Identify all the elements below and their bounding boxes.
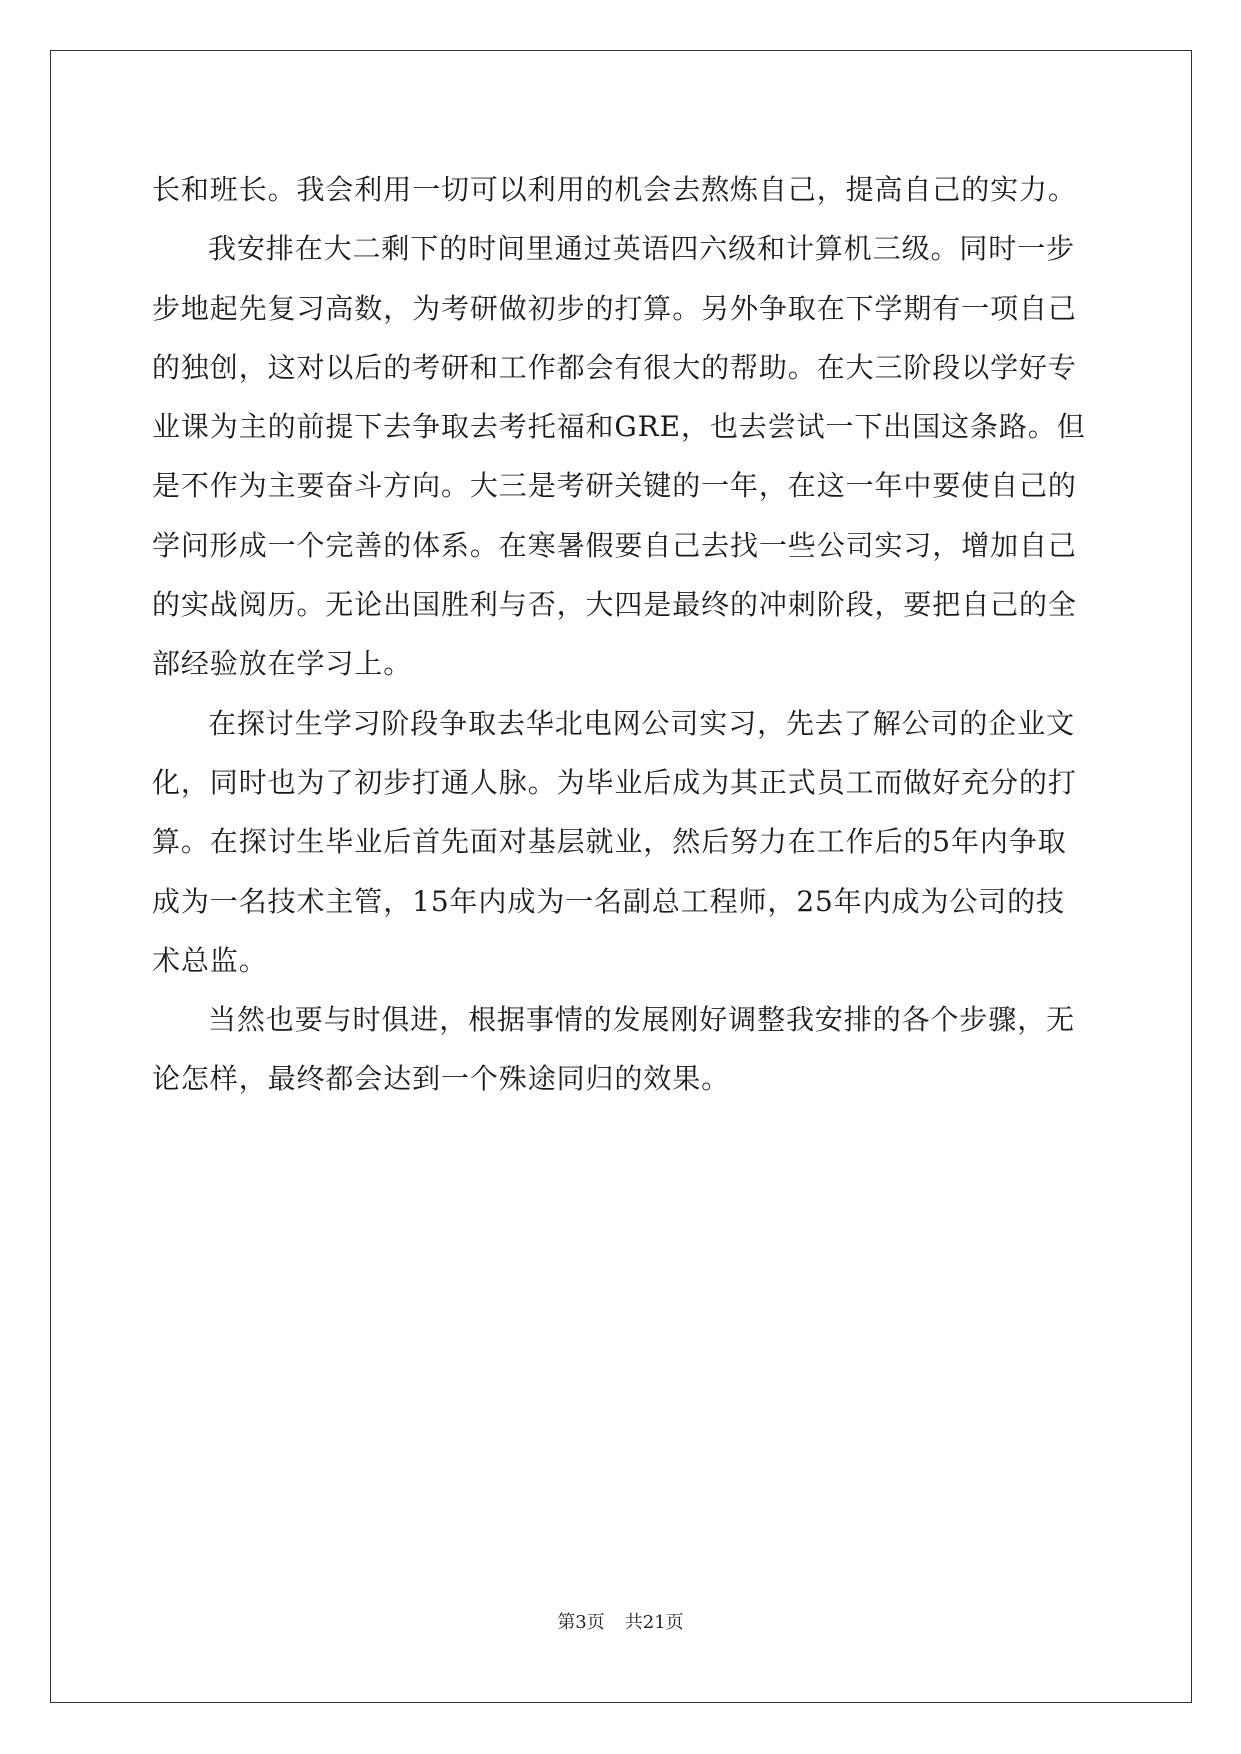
paragraph-1: 长和班长。我会利用一切可以利用的机会去熬炼自己，提高自己的实力。 (152, 173, 1077, 206)
page-number: 第3页 (557, 1612, 605, 1633)
page-footer (0, 1611, 1241, 1635)
paragraph-4: 当然也要与时俱进，根据事情的发展刚好调整我安排的各个步骤，无论怎样，最终都会达到一个殊途同归的效果。 (152, 1003, 1076, 1096)
paragraph-3: 在探讨生学习阶段争取去华北电网公司实习，先去了解公司的企业文化，同时也为了初步打通人脉。为毕业后成为其正式员工而做好充分的打算。在探讨生毕业后首先面对基层就业，然后努力在工作后的5年内争取成为一名技术主管，15年内成为一名副总工程师，25年内成为公司的技术总监。 (152, 706, 1077, 977)
paragraph-2: 我安排在大二剩下的时间里通过英语四六级和计算机三级。同时一步步地起先复习高数，为考研做初步的打算。另外争取在下学期有一项自己的独创，这对以后的考研和工作都会有很大的帮助。在大三阶段以学好专业课为主的前提下去争取去考托福和GRE，也去尝试一下出国这条路。但是不作为主要奋斗方向。大三是考研关键的一年，在这一年中要使自己的学问形成一个完善的体系。在寒暑假要自己去找一些公司实习，增加自己的实战阅历。无论出国胜利与否，大四是最终的冲刺阶段，要把自己的全部经验放在学习上。 (152, 232, 1086, 681)
page-total: 共21页 (624, 1612, 684, 1633)
document-body (152, 160, 1092, 1109)
